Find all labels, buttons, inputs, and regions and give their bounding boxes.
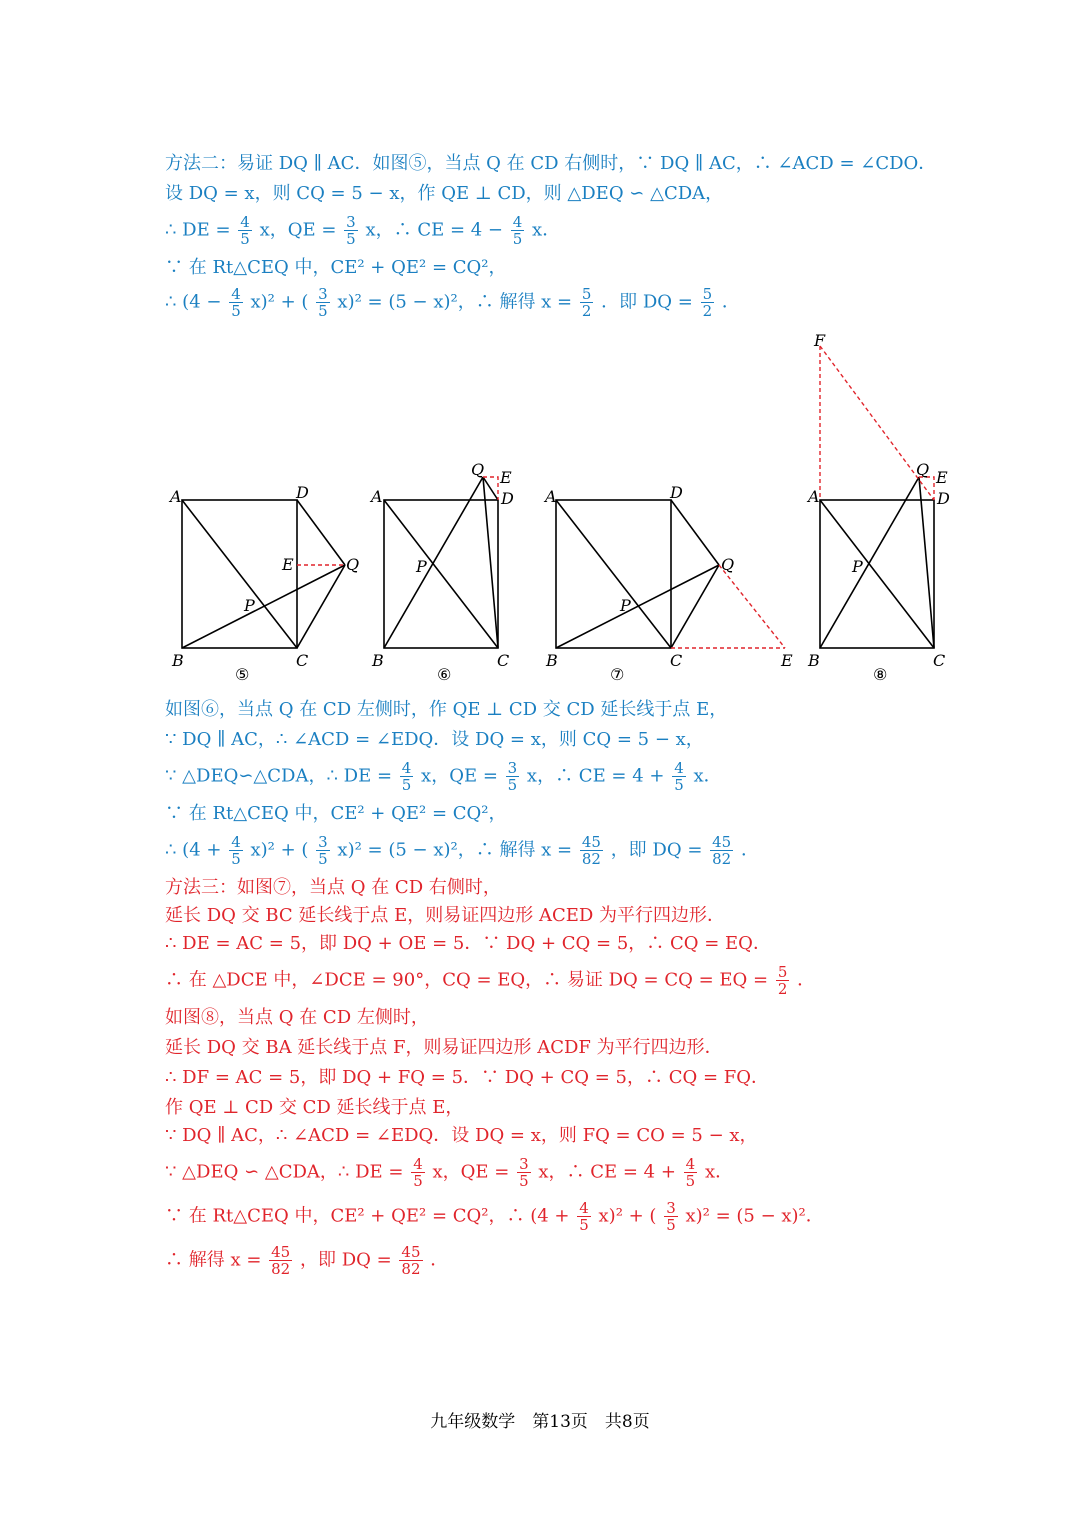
fraction: $\frac{3}{5}$	[346, 213, 356, 248]
method3-line1: 方法三：如图⑦，当点 Q 在 CD 右侧时，	[165, 877, 501, 898]
figure-number-5: ⑤	[235, 665, 250, 684]
figure-8	[820, 477, 934, 648]
geometry-figures	[0, 320, 1080, 690]
case6-line4: ∵ 在 Rt△CEQ 中，CE² + QE² = CQ²，	[165, 803, 507, 824]
svg-text:Q: Q	[471, 460, 485, 479]
label-C: C	[296, 651, 309, 670]
svg-text:P: P	[620, 596, 631, 615]
svg-text:A: A	[808, 487, 820, 506]
method3-line4: ∴ 在 △DCE 中，∠DCE = 90°，CQ = EQ，∴ 易证 DQ = CQ = EQ = $\frac{5}{2}$ ．	[165, 963, 816, 998]
case6-line1: 如图⑥，当点 Q 在 CD 左侧时，作 QE ⊥ CD 交 CD 延长线于点 E，	[165, 699, 728, 720]
method3-line2: 延长 DQ 交 BC 延长线于点 E，则易证四边形 ACED 为平行四边形．	[165, 905, 726, 926]
case6-line2: ∵ DQ ∥ AC，∴ ∠ACD = ∠EDQ．设 DQ = x，则 CQ = 5 − x，	[165, 729, 704, 750]
svg-text:D: D	[670, 483, 683, 502]
page-footer: 九年级数学 第13页 共8页	[430, 1412, 650, 1432]
method2-line5: ∴ (4 − $\frac{4}{5}$ x)² + ( $\frac{3}{5}$ x)² = (5 − x)²，∴ 解得 x = $\frac{5}{2}$ ．即 DQ = $\frac{5}{2}$ ．	[165, 285, 740, 320]
method2-line3: ∴ DE = $\frac{4}{5}$ x，QE = $\frac{3}{5}$ x，∴ CE = 4 − $\frac{4}{5}$ x．	[165, 213, 561, 248]
svg-text:E: E	[936, 468, 948, 487]
svg-text:Q: Q	[916, 460, 930, 479]
svg-text:Q: Q	[721, 555, 735, 574]
label-P: P	[244, 596, 255, 615]
label-B: B	[172, 651, 184, 670]
method2-line1: 方法二：易证 DQ ∥ AC．如图⑤，当点 Q 在 CD 右侧时，∵ DQ ∥ AC，∴ ∠ACD = ∠CDO．	[165, 153, 937, 174]
svg-text:P: P	[852, 557, 863, 576]
fraction: $\frac{4}{5}$	[512, 213, 523, 248]
method3-line11: ∵ 在 Rt△CEQ 中，CE² + QE² = CQ²，∴ (4 + $\frac{4}{5}$ x)² + ( $\frac{3}{5}$ x)² = (5 − x)²．	[165, 1199, 824, 1234]
label-A: A	[170, 487, 182, 506]
method2-line4: ∵ 在 Rt△CEQ 中，CE² + QE² = CQ²，	[165, 257, 507, 278]
method3-line5: 如图⑧，当点 Q 在 CD 左侧时，	[165, 1007, 429, 1028]
figure-number-8: ⑧	[873, 665, 888, 684]
figure-number-7: ⑦	[610, 665, 625, 684]
svg-text:E: E	[781, 651, 793, 670]
case6-line5: ∴ (4 + $\frac{4}{5}$ x)² + ( $\frac{3}{5}$ x)² = (5 − x)²，∴ 解得 x = $\frac{45}{82}$ ，即 DQ = $\frac{45}{82}$ ．	[165, 833, 759, 868]
svg-text:B: B	[372, 651, 384, 670]
label-D: D	[296, 483, 309, 502]
method3-line3: ∴ DE = AC = 5，即 DQ + OE = 5．∵ DQ + CQ = 5，∴ CQ = EQ．	[165, 933, 771, 954]
method3-line12: ∴ 解得 x = $\frac{45}{82}$ ，即 DQ = $\frac{45}{82}$ ．	[165, 1243, 449, 1278]
svg-text:E: E	[500, 468, 512, 487]
method3-line9: ∵ DQ ∥ AC，∴ ∠ACD = ∠EDQ．设 DQ = x，则 FQ = CO = 5 − x，	[165, 1125, 758, 1146]
fraction: $\frac{4}{5}$	[240, 213, 250, 248]
method3-line7: ∴ DF = AC = 5，即 DQ + FQ = 5．∵ DQ + CQ = 5，∴ CQ = FQ．	[165, 1067, 769, 1088]
svg-text:C: C	[497, 651, 510, 670]
method3-line10: ∵ △DEQ ∽ △CDA，∴ DE = $\frac{4}{5}$ x，QE = $\frac{3}{5}$ x，∴ CE = 4 + $\frac{4}{5}$ x．	[165, 1155, 734, 1190]
svg-text:A: A	[371, 487, 383, 506]
svg-text:B: B	[546, 651, 558, 670]
svg-text:D: D	[501, 489, 514, 508]
label-Q: Q	[346, 555, 360, 574]
method3-line6: 延长 DQ 交 BA 延长线于点 F，则易证四边形 ACDF 为平行四边形．	[165, 1037, 723, 1058]
svg-text:B: B	[808, 651, 820, 670]
svg-text:D: D	[937, 489, 950, 508]
dashed-QE-7	[719, 565, 785, 648]
figure-5	[182, 500, 345, 648]
figure-6	[384, 477, 498, 648]
case6-line3: ∵ △DEQ∽△CDA，∴ DE = $\frac{4}{5}$ x，QE = $\frac{3}{5}$ x，∴ CE = 4 + $\frac{4}{5}$ x．	[165, 759, 722, 794]
label-F: F	[814, 331, 826, 350]
label-E: E	[282, 555, 294, 574]
svg-text:A: A	[545, 487, 557, 506]
figure-number-6: ⑥	[437, 665, 452, 684]
svg-text:C: C	[933, 651, 946, 670]
method3-line8: 作 QE ⊥ CD 交 CD 延长线于点 E，	[165, 1097, 464, 1118]
svg-text:C: C	[670, 651, 683, 670]
figure-7	[556, 500, 719, 648]
svg-text:P: P	[416, 557, 427, 576]
method2-line2: 设 DQ = x，则 CQ = 5 − x，作 QE ⊥ CD，则 △DEQ ∽ △CDA，	[165, 183, 724, 204]
